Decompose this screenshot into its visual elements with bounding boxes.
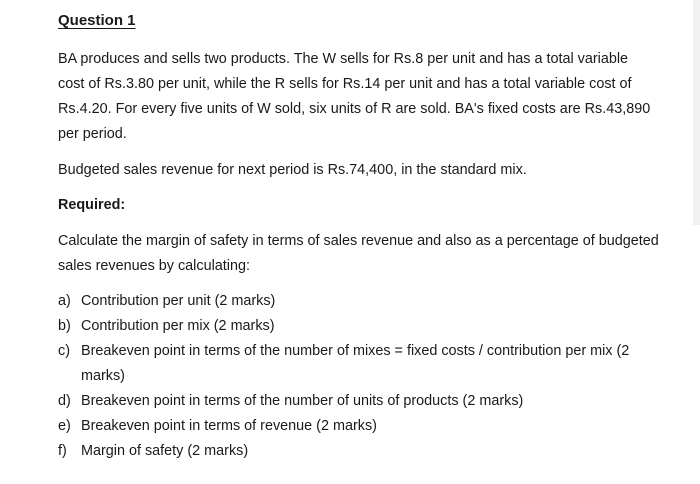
list-item-marker: c) [58, 343, 70, 359]
list-item [58, 314, 668, 339]
list-item [58, 389, 668, 414]
question-paragraph-2: Budgeted sales revenue for next period is Rs.74,400, in the standard mix. [58, 162, 527, 178]
list-item-text: Breakeven point in terms of revenue (2 marks) [81, 418, 377, 434]
list-item-line: marks) [81, 368, 125, 384]
list-item-marker: f) [58, 443, 67, 459]
list-item [58, 339, 668, 389]
list-item-text: Contribution per mix (2 marks) [81, 318, 275, 334]
list-item-marker: d) [58, 393, 71, 409]
list-item [58, 414, 668, 439]
list-item [58, 289, 668, 314]
question-title: Question 1 [58, 12, 136, 29]
paragraph-1-line: BA produces and sells two products. The W sells for Rs.8 per unit and has a total variable [58, 51, 629, 67]
list-item-marker: b) [58, 318, 71, 334]
list-item-line: Breakeven point in terms of the number of mixes = fixed costs / contribution per mix (2 [81, 343, 630, 359]
list-item-marker: a) [58, 293, 71, 309]
required-label: Required: [58, 197, 126, 213]
requirements-list [58, 289, 668, 464]
question-paragraph-1 [58, 47, 660, 147]
paragraph-1-line: per period. [58, 126, 127, 142]
list-item-text: Contribution per unit (2 marks) [81, 293, 276, 309]
list-item-text [81, 339, 668, 389]
scrollbar[interactable] [693, 0, 700, 225]
paragraph-3-line: sales revenues by calculating: [58, 258, 250, 274]
list-item-text: Breakeven point in terms of the number of units of products (2 marks) [81, 393, 524, 409]
list-item-marker: e) [58, 418, 71, 434]
list-item [58, 439, 668, 464]
paragraph-1-line: Rs.4.20. For every five units of W sold, six units of R are sold. BA's fixed costs are Rs.43,890 [58, 101, 651, 117]
paragraph-1-line: cost of Rs.3.80 per unit, while the R sells for Rs.14 per unit and has a total variable cost of [58, 76, 632, 92]
list-item-text: Margin of safety (2 marks) [81, 443, 249, 459]
question-paragraph-3 [58, 229, 660, 279]
paragraph-3-line: Calculate the margin of safety in terms of sales revenue and also as a percentage of budgeted [58, 233, 659, 249]
